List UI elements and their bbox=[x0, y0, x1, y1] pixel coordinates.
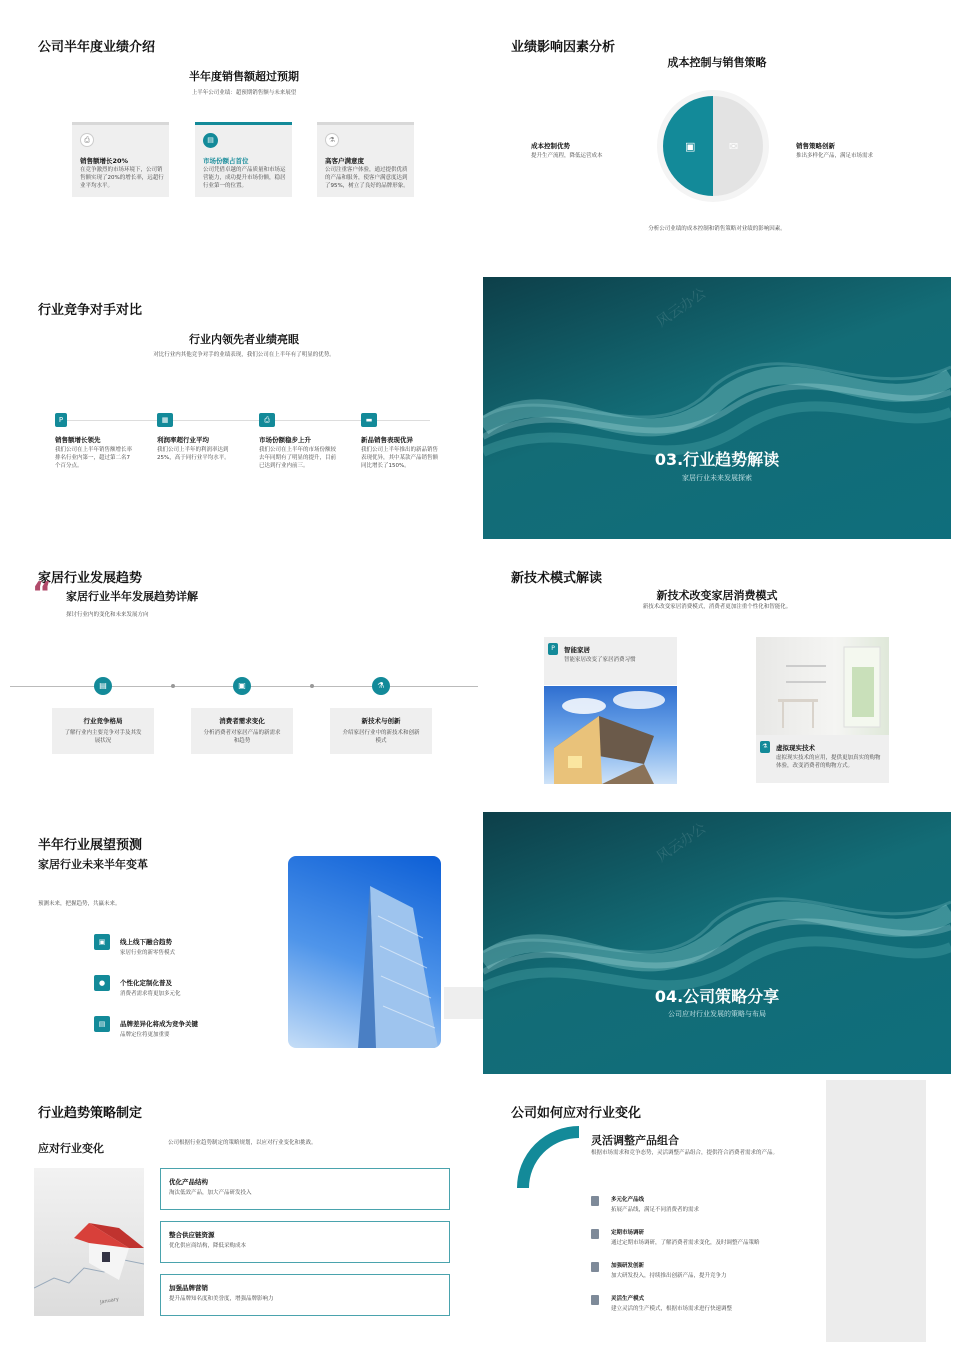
image-icon: ▣ bbox=[685, 140, 696, 153]
item-title: 市场份额稳步上升 bbox=[259, 436, 311, 444]
parking-icon: P bbox=[548, 643, 558, 655]
slide-intro: 公司根据行业趋势制定的策略规划，以应对行业变化和挑战。 bbox=[168, 1140, 317, 1146]
slide-heading: 应对行业变化 bbox=[38, 1142, 104, 1155]
slide-title: 公司半年度业绩介绍 bbox=[38, 40, 156, 55]
document-icon: ▤ bbox=[94, 1016, 110, 1032]
card-title: 新技术与创新 bbox=[361, 717, 401, 725]
item-body: 消费者需求将更加多元化 bbox=[120, 991, 181, 997]
slide-heading: 家居行业未来半年变革 bbox=[38, 858, 148, 871]
watermark: 风云办公 bbox=[654, 285, 710, 331]
box-body: 优化供应商结构，降低采购成本 bbox=[169, 1243, 247, 1249]
trend-card-technology bbox=[330, 708, 432, 754]
card-title: 高客户满意度 bbox=[325, 157, 364, 165]
printer-icon: ⎙ bbox=[259, 413, 275, 427]
slide-factor-analysis bbox=[483, 10, 951, 272]
left-factor-body: 提升生产流程，降低运营成本 bbox=[531, 153, 603, 159]
slide-title: 业绩影响因素分析 bbox=[511, 40, 616, 55]
arc-decoration bbox=[517, 1126, 587, 1196]
item-body: 品牌定位将更加重要 bbox=[120, 1032, 170, 1038]
card-body: 公司凭借卓越的产品质量和市场运营能力，成功提升市场份额，稳居行业第一的位置。 bbox=[203, 167, 286, 189]
card-smart-home bbox=[544, 637, 677, 685]
printer-icon: ⎙ bbox=[80, 133, 94, 147]
slide-title: 行业趋势策略制定 bbox=[38, 1106, 143, 1121]
card-body: 公司注重客户体验，通过提供优质的产品和服务，使客户满意度达到了95%，树立了良好的品牌形象。 bbox=[325, 167, 409, 189]
strategy-box-branding bbox=[160, 1274, 450, 1316]
room-illustration bbox=[756, 637, 889, 735]
cash-register-icon: ▦ bbox=[157, 413, 173, 427]
section-subtitle: 公司应对行业发展的策略与布局 bbox=[668, 1010, 766, 1018]
item-body: 我们公司在上半年的市场份额较去年同期有了明显的提升，目前已达到行业内前三。 bbox=[259, 447, 337, 469]
flask-icon: ⚗ bbox=[372, 677, 390, 695]
slide-subheading: 根据市场需求和竞争态势，灵活调整产品组合，提供符合消费者需求的产品。 bbox=[591, 1150, 779, 1156]
wave-graphic bbox=[483, 277, 951, 539]
section-cover-industry-trends bbox=[483, 277, 951, 539]
box-title: 整合供应链资源 bbox=[169, 1231, 215, 1239]
document-icon: ▤ bbox=[94, 677, 112, 695]
item-title: 多元化产品线 bbox=[611, 1197, 645, 1203]
box-body: 淘汰低效产品，加大产品研发投入 bbox=[169, 1190, 252, 1196]
building-illustration bbox=[288, 856, 441, 1048]
location-icon: ● bbox=[94, 975, 110, 991]
card-title: 虚拟现实技术 bbox=[776, 744, 815, 752]
card-body: 智能家居改变了家居消费习惯 bbox=[564, 657, 636, 663]
house-illustration bbox=[544, 686, 677, 784]
slide-subheading: 对比行业内其他竞争对手的业绩表现，我们公司在上半年有了明显的优势。 bbox=[153, 352, 335, 358]
card-customer-satisfaction bbox=[317, 122, 414, 197]
doc-icon bbox=[591, 1196, 599, 1206]
item-title: 灵活生产模式 bbox=[611, 1296, 645, 1302]
slide-subheading: 新技术改变家居消费模式，消费者更加注重个性化和智能化。 bbox=[642, 604, 792, 610]
flask-icon: ⚗ bbox=[325, 133, 339, 147]
item-title: 加强研发创新 bbox=[611, 1263, 645, 1269]
timeline-dot bbox=[310, 684, 314, 688]
wave-graphic bbox=[483, 812, 951, 1074]
item-title: 个性化定制化普及 bbox=[120, 979, 172, 987]
flask-icon: ⚗ bbox=[760, 741, 770, 753]
item-body: 通过定期市场调研，了解消费者需求变化，及时调整产品策略 bbox=[611, 1240, 760, 1246]
card-title: 销售额增长20% bbox=[80, 157, 129, 165]
sofa-icon: ▬ bbox=[361, 413, 377, 427]
card-market-share bbox=[195, 122, 292, 197]
house-model-illustration bbox=[34, 1168, 144, 1316]
item-title: 定期市场调研 bbox=[611, 1230, 645, 1236]
card-vr bbox=[756, 735, 889, 783]
slide-subheading: 探讨行业内的变化和未来发展方向 bbox=[66, 612, 149, 618]
item-title: 线上线下融合趋势 bbox=[120, 938, 172, 946]
slide-title: 家居行业发展趋势 bbox=[38, 571, 143, 586]
item-title: 新品销售表现优异 bbox=[361, 436, 413, 444]
card-body: 在竞争激烈的市场环境下，公司销售额实现了20%的增长率，远超行业平均水平。 bbox=[80, 167, 164, 189]
slide-heading: 成本控制与销售策略 bbox=[667, 56, 767, 69]
slide-title: 新技术模式解读 bbox=[511, 571, 603, 586]
item-body: 家居行业的新零售模式 bbox=[120, 950, 176, 956]
card-title: 消费者需求变化 bbox=[219, 717, 265, 725]
slide-half-year-performance bbox=[10, 10, 478, 272]
pie-svg bbox=[657, 90, 769, 202]
card-sales-growth bbox=[72, 122, 169, 197]
slide-new-technology bbox=[483, 545, 951, 807]
slide-intro: 预测未来，把握趋势，共赢未来。 bbox=[38, 901, 121, 907]
strategy-box-product bbox=[160, 1168, 450, 1210]
box-title: 加强品牌营销 bbox=[169, 1284, 208, 1292]
print-doc-icon: ▤ bbox=[203, 133, 218, 148]
slide-industry-trends bbox=[10, 545, 478, 807]
item-title: 利润率超行业平均 bbox=[157, 436, 209, 444]
pie-chart bbox=[657, 90, 769, 202]
section-title: 04.公司策略分享 bbox=[654, 987, 780, 1006]
slide-title: 公司如何应对行业变化 bbox=[511, 1106, 642, 1121]
doc-icon bbox=[591, 1295, 599, 1305]
slide-heading: 行业内领先者业绩亮眼 bbox=[189, 333, 299, 346]
item-body: 我们公司上半年推出的新品销售表现优异，其中某款产品销售额同比增长了150%。 bbox=[361, 447, 439, 469]
section-subtitle: 家居行业未来发展探索 bbox=[682, 474, 752, 482]
building-photo bbox=[288, 856, 441, 1048]
card-body: 了解行业内主要竞争对手及其发展状况 bbox=[64, 730, 142, 744]
section-cover-company-strategy bbox=[483, 812, 951, 1074]
item-body: 我们公司上半年的利润率达到25%，高于同行业平均水平。 bbox=[157, 447, 230, 461]
timeline-dot bbox=[171, 684, 175, 688]
slide-title: 行业竞争对手对比 bbox=[38, 303, 143, 318]
section-title: 03.行业趋势解读 bbox=[654, 450, 780, 469]
trend-card-competition bbox=[52, 708, 154, 754]
card-body: 介绍家居行业中的新技术和创新模式 bbox=[342, 730, 420, 744]
box-body: 提升品牌知名度和美誉度，增强品牌影响力 bbox=[169, 1296, 274, 1302]
doc-icon bbox=[591, 1229, 599, 1239]
item-body: 拓展产品线，满足不同消费者的需求 bbox=[611, 1207, 700, 1213]
slide-title: 半年行业展望预测 bbox=[38, 838, 143, 853]
trend-card-demand bbox=[191, 708, 293, 754]
gray-sidebar bbox=[826, 1080, 926, 1342]
item-body: 加大研发投入，持续推出创新产品，提升竞争力 bbox=[611, 1273, 727, 1279]
item-title: 品牌差异化将成为竞争关键 bbox=[120, 1020, 198, 1028]
quote-mark: “ bbox=[32, 576, 52, 611]
slide-competitor-comparison bbox=[10, 277, 478, 539]
caption: 分析公司业绩的成本控制和销售策略对业绩的影响因素。 bbox=[648, 226, 786, 232]
watermark: 风云办公 bbox=[654, 820, 710, 866]
card-title: 市场份额占首位 bbox=[203, 157, 249, 165]
box-title: 优化产品结构 bbox=[169, 1178, 208, 1186]
item-body: 建立灵活的生产模式，根据市场需求进行快速调整 bbox=[611, 1306, 733, 1312]
right-factor-body: 推出多样化产品，满足市场需求 bbox=[796, 153, 874, 159]
card-title: 行业竞争格局 bbox=[83, 717, 123, 725]
card-body: 分析消费者对家居产品的新需求和趋势 bbox=[203, 730, 281, 744]
slide-heading: 新技术改变家居消费模式 bbox=[656, 589, 778, 602]
house-chart-photo bbox=[34, 1168, 144, 1316]
slide-strategy-planning bbox=[10, 1080, 478, 1342]
photo-text: January bbox=[99, 1296, 120, 1306]
parking-icon: P bbox=[55, 413, 67, 427]
card-body: 虚拟现实技术的应用，提供更加真实的购物体验，改变消费者的购物方式。 bbox=[776, 755, 881, 769]
slide-company-response bbox=[483, 1080, 951, 1342]
slide-outlook-forecast bbox=[10, 812, 478, 1074]
doc-icon bbox=[591, 1262, 599, 1272]
left-factor-title: 成本控制优势 bbox=[531, 142, 570, 150]
gray-strip bbox=[444, 987, 484, 1019]
right-factor-title: 销售策略创新 bbox=[796, 142, 835, 150]
image-icon: ▣ bbox=[94, 934, 110, 950]
house-photo bbox=[544, 686, 677, 784]
item-body: 我们公司在上半年销售额增长率排名行业内第一，超过第二名7个百分点。 bbox=[55, 447, 133, 469]
image-icon: ▣ bbox=[233, 677, 251, 695]
envelope-icon: ✉ bbox=[729, 140, 739, 153]
slide-heading: 灵活调整产品组合 bbox=[591, 1134, 679, 1147]
strategy-box-supply-chain bbox=[160, 1221, 450, 1263]
slide-heading: 半年度销售额超过预期 bbox=[189, 70, 299, 83]
slide-heading: 家居行业半年发展趋势详解 bbox=[66, 590, 198, 603]
room-photo bbox=[756, 637, 889, 735]
item-title: 销售额增长领先 bbox=[55, 436, 101, 444]
card-title: 智能家居 bbox=[564, 646, 590, 654]
slide-subheading: 上半年公司业绩：超预期销售额与未来展望 bbox=[191, 90, 297, 96]
